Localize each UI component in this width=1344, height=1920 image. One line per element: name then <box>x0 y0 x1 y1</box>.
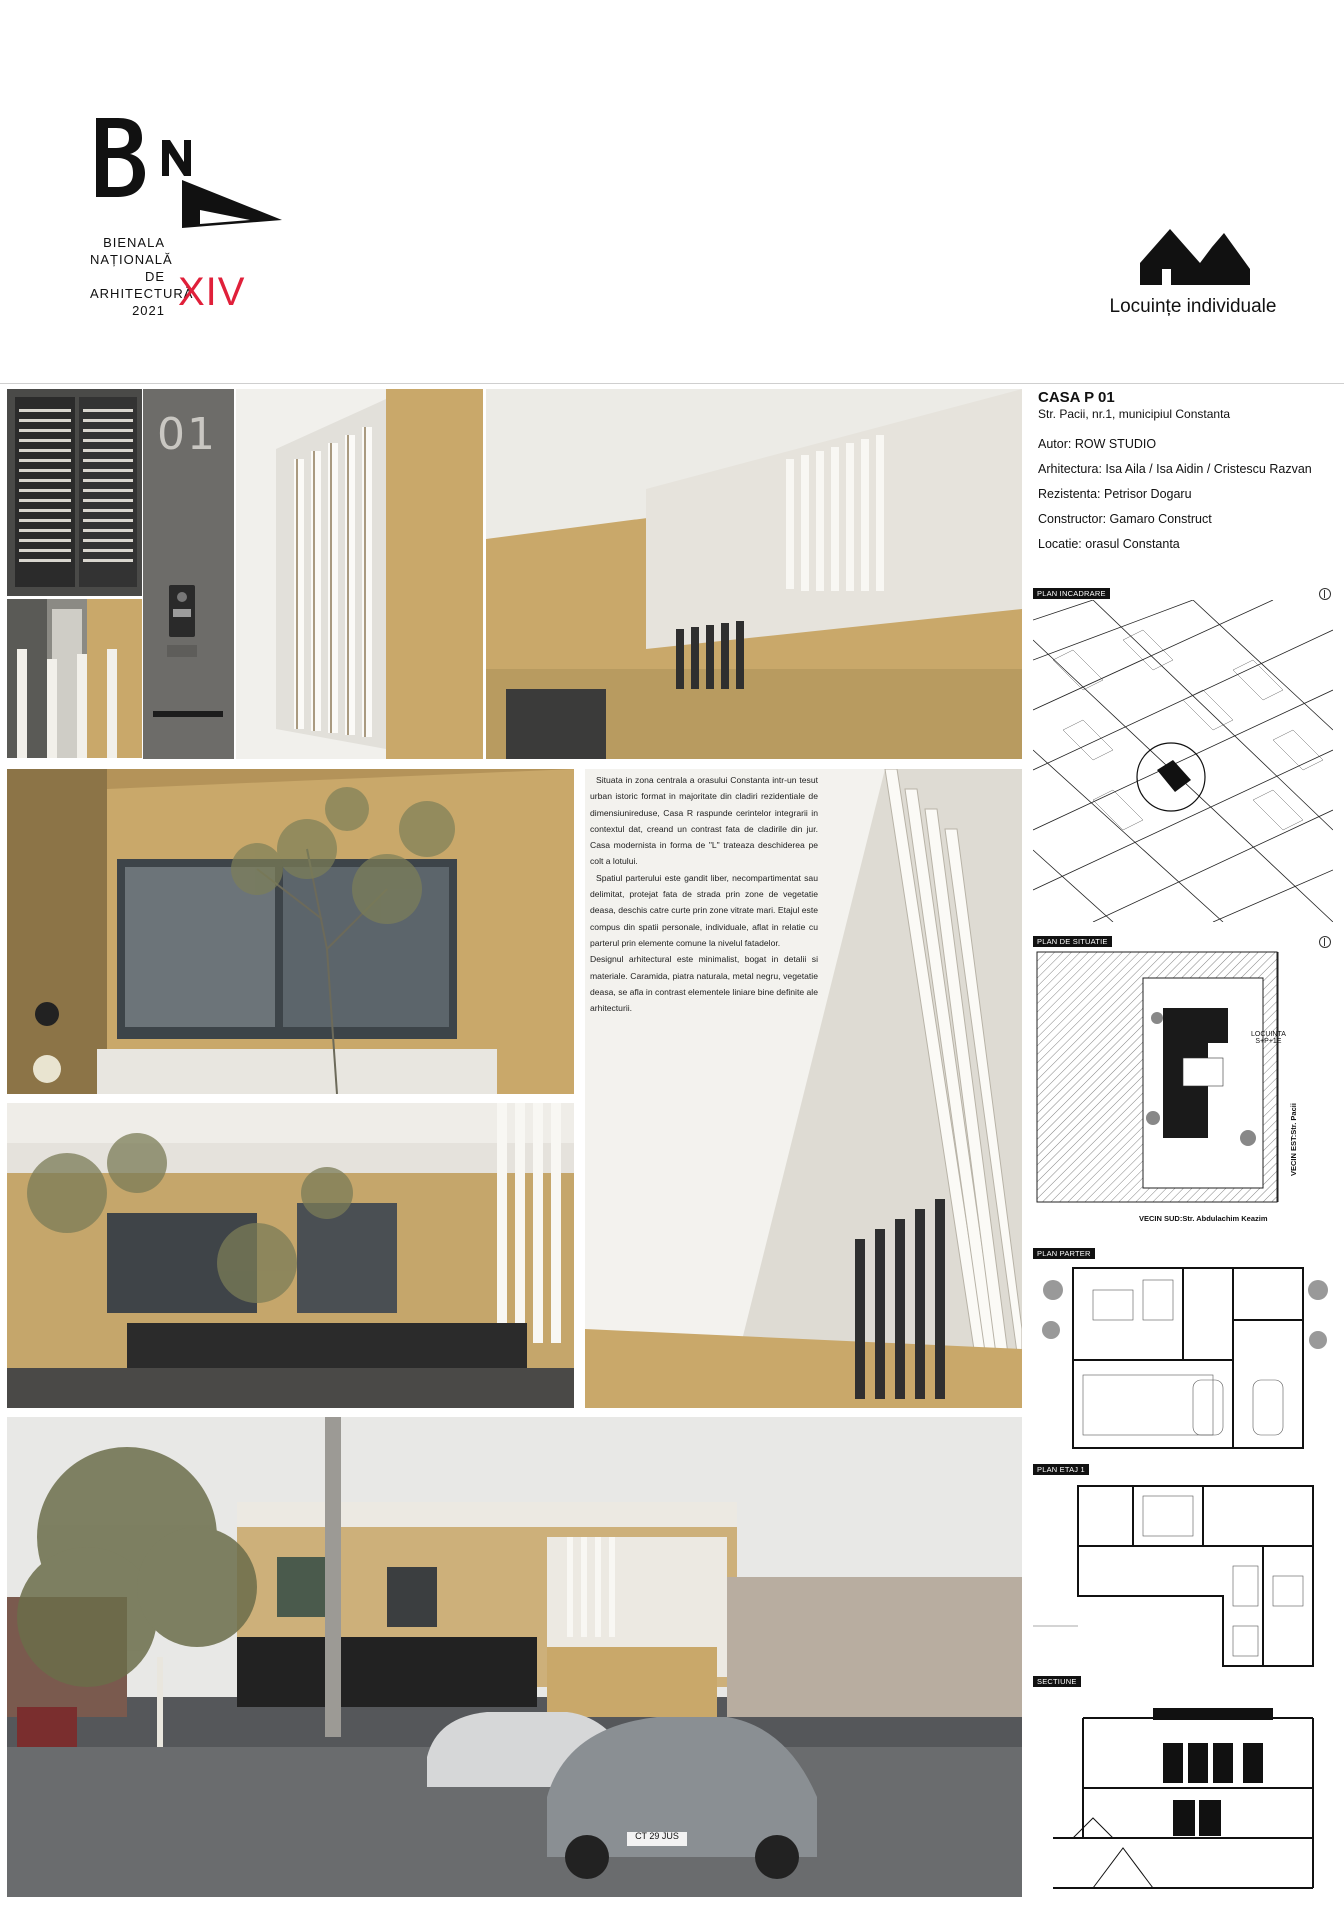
description-paragraph-2: Spatiul parterului este gandit liber, necompartimentat sau delimitat, protejat fata de strada prin zone de vegetatie deasa, deschis catre curte prin zone vitrate mari. Etajul este compus din spatii personale, individuale, aflat in relatie cu parterul prin elemente comune la nivelul fatadelor. <box>590 872 818 948</box>
logo-line-5: 2021 <box>132 303 165 318</box>
photo-window-tree <box>7 769 574 1094</box>
bna-letters-icon <box>90 110 290 230</box>
photo-street-panorama <box>7 1417 1022 1897</box>
photo-corridor <box>7 599 142 758</box>
logo-line-2: NAȚIONALĂ <box>90 252 173 267</box>
credit-location: Locatie: orasul Constanta <box>1038 537 1180 551</box>
plan-situatie <box>1033 936 1333 1236</box>
photo-gate <box>7 389 142 596</box>
building-floors: S+P+1E <box>1255 1038 1282 1045</box>
project-info <box>1038 389 1338 561</box>
credit-architecture: Arhitectura: Isa Aila / Isa Aidin / Cristescu Razvan <box>1038 462 1312 476</box>
north-arrow-icon <box>1319 588 1331 600</box>
credit-structure: Rezistenta: Petrisor Dogaru <box>1038 487 1192 501</box>
license-plate: CT 29 JUS <box>635 1831 679 1841</box>
plan-sectiune <box>1033 1676 1333 1898</box>
project-description <box>590 772 818 1016</box>
plan-parter <box>1033 1248 1333 1458</box>
header-divider <box>0 383 1344 384</box>
bna-logo <box>90 110 290 350</box>
description-paragraph-1: Situata in zona centrala a orasului Constanta intr-un tesut urban istoric format in majoritate din cladiri rezidentiale de dimensiunireduse, Casa R raspunde cerintelor integrarii in contextul dat, creand un contrast fata de cladirile din jur. Casa modernista in forma de "L" trateaza deschiderea pe colt a lotului. <box>590 775 818 867</box>
north-arrow-icon <box>1319 936 1331 948</box>
credit-constructor: Constructor: Gamaro Construct <box>1038 512 1212 526</box>
photo-street-facade <box>7 1103 574 1408</box>
project-address: Str. Pacii, nr.1, municipiul Constanta <box>1038 407 1231 421</box>
category-label: Locuințe individuale <box>1109 296 1277 317</box>
plan-parter-label: PLAN PARTER <box>1033 1248 1095 1259</box>
plan-etaj-label: PLAN ETAJ 1 <box>1033 1464 1089 1475</box>
description-paragraph-3: Designul arhitectural este minimalist, bogat in detalii si materiale. Caramida, piatra naturala, metal negru, vegetatie deasa, se afla in contrast elementele liniare bine definite ale arhitecturii. <box>590 954 818 1014</box>
door-number: 01 <box>157 409 217 460</box>
credit-author: Autor: ROW STUDIO <box>1038 437 1157 451</box>
edition-number: XIV <box>178 270 246 314</box>
logo-line-4: ARHITECTURĂ <box>90 286 194 301</box>
east-neighbour-label: VECIN EST:Str. Pacii <box>1289 1103 1298 1176</box>
building-label: LOCUINTA <box>1251 1031 1286 1038</box>
photo-louvers <box>236 389 483 759</box>
photo-corner-facade <box>486 389 1022 759</box>
plan-incadrare <box>1033 588 1333 924</box>
plan-sectiune-label: SECTIUNE <box>1033 1676 1081 1687</box>
plan-situatie-label: PLAN DE SITUATIE <box>1033 936 1112 947</box>
logo-line-3: DE <box>144 269 165 284</box>
houses-silhouette-icon <box>1140 225 1250 285</box>
logo-line-1: BIENALA <box>103 235 165 250</box>
project-title: CASA P 01 <box>1038 389 1115 406</box>
photo-number-plate <box>143 389 234 759</box>
plan-incadrare-label: PLAN INCADRARE <box>1033 588 1110 599</box>
south-neighbour-label: VECIN SUD:Str. Abdulachim Keazim <box>1139 1214 1268 1223</box>
plan-etaj-1 <box>1033 1464 1333 1670</box>
